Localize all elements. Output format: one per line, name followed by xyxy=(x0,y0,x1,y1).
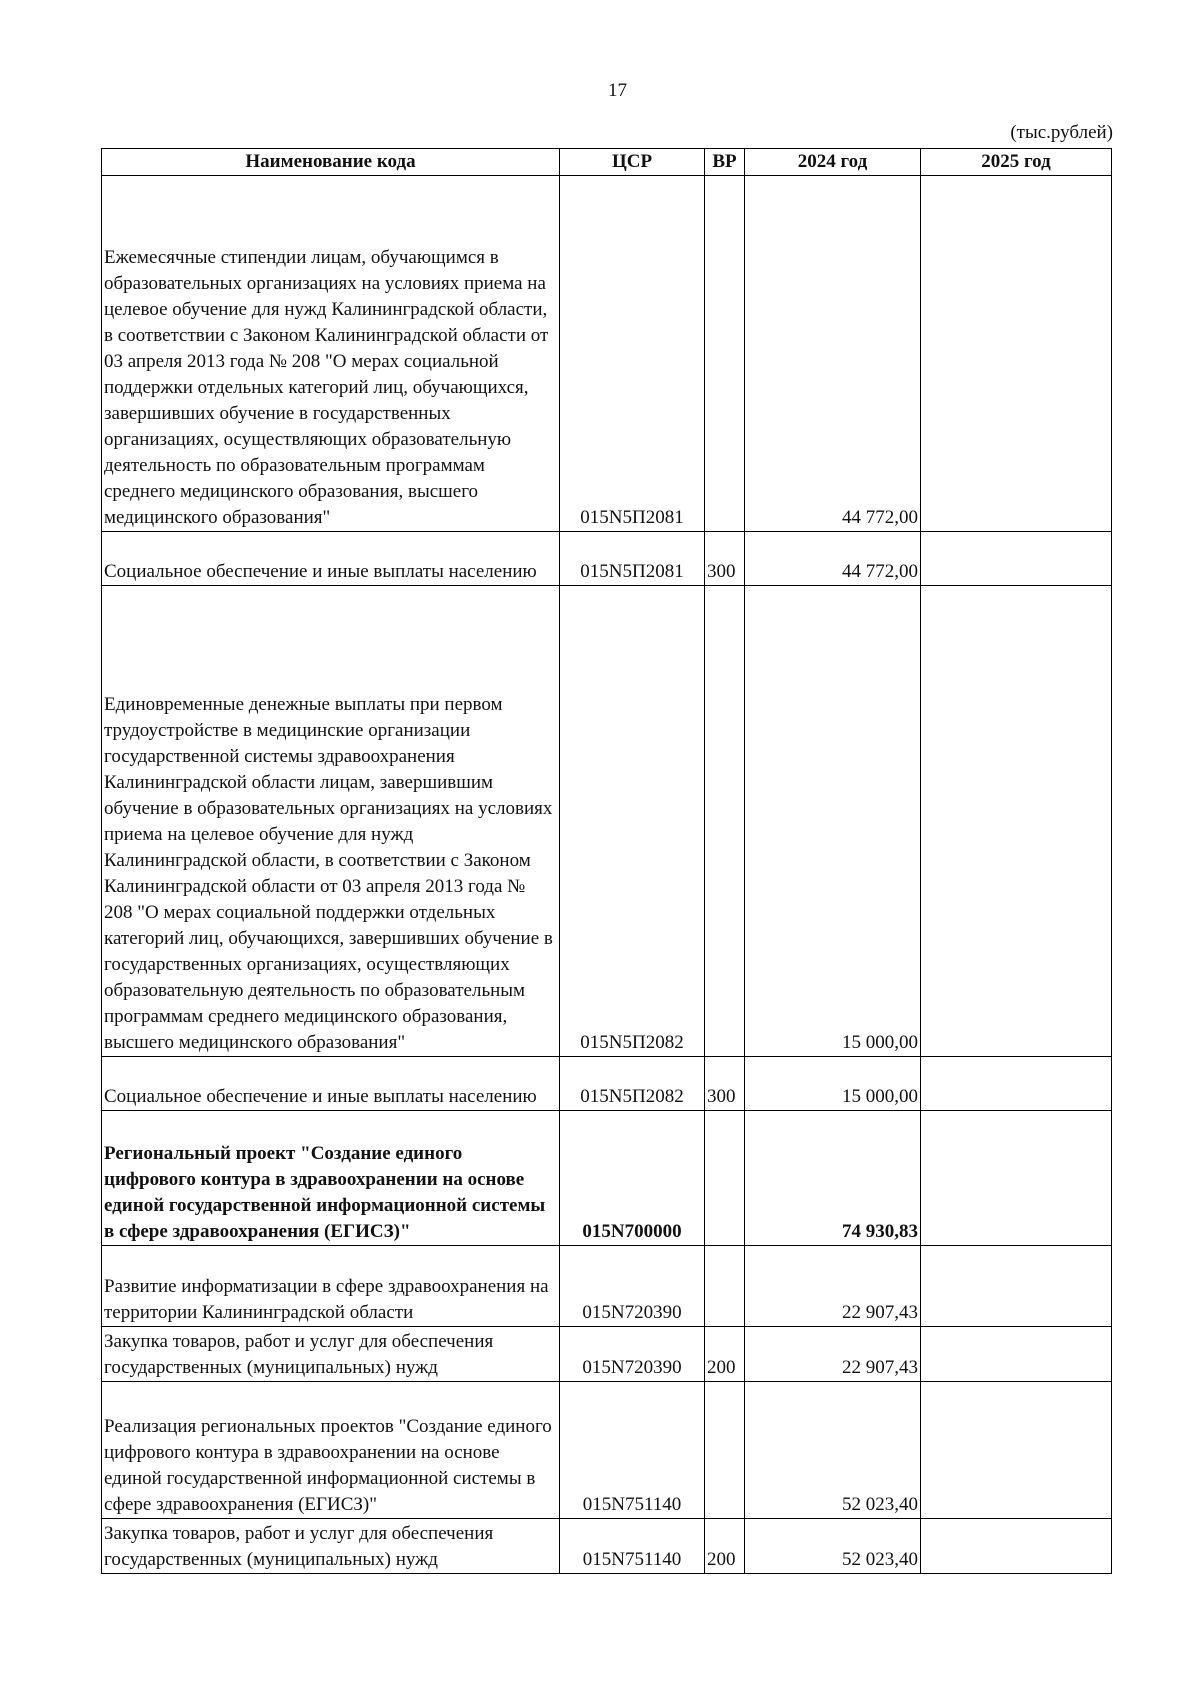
row-2024: 74 930,83 xyxy=(745,1111,921,1246)
row-csr: 015N5П2082 xyxy=(560,1057,705,1111)
row-csr: 015N5П2082 xyxy=(560,586,705,1057)
header-2024: 2024 год xyxy=(745,149,921,176)
row-vr: 300 xyxy=(705,1057,745,1111)
row-csr: 015N5П2081 xyxy=(560,532,705,586)
row-vr xyxy=(705,586,745,1057)
row-2024: 15 000,00 xyxy=(745,1057,921,1111)
row-2025 xyxy=(921,1327,1112,1382)
row-csr: 015N700000 xyxy=(560,1111,705,1246)
row-csr: 015N751140 xyxy=(560,1519,705,1574)
row-name: Единовременные денежные выплаты при первом трудоустройстве в медицинские организации государственной системы здравоохранения Калининградской области лицам, завершившим обучение в образовательных организациях на условиях приема на целевое обучение для нужд Калининградской области, в соответствии с Законом Калининградской области от 03 апреля 2013 года № 208 "О мерах социальной поддержки отдельных категорий лиц, обучающихся, завершивших обучение в государственных организациях, осуществляющих образовательную деятельность по образовательным программам среднего медицинского образования, высшего медицинского образования" xyxy=(102,586,560,1057)
row-name: Социальное обеспечение и иные выплаты населению xyxy=(102,1057,560,1111)
row-2025 xyxy=(921,176,1112,532)
table-row xyxy=(102,586,1112,1057)
row-name: Социальное обеспечение и иные выплаты населению xyxy=(102,532,560,586)
table-row xyxy=(102,532,1112,586)
row-name: Закупка товаров, работ и услуг для обеспечения государственных (муниципальных) нужд xyxy=(102,1327,560,1382)
row-2024: 52 023,40 xyxy=(745,1382,921,1519)
row-vr: 200 xyxy=(705,1327,745,1382)
row-name: Закупка товаров, работ и услуг для обеспечения государственных (муниципальных) нужд xyxy=(102,1519,560,1574)
row-2025 xyxy=(921,586,1112,1057)
row-2024: 22 907,43 xyxy=(745,1246,921,1327)
table-header-row xyxy=(102,149,1112,176)
row-csr: 015N751140 xyxy=(560,1382,705,1519)
row-2024: 22 907,43 xyxy=(745,1327,921,1382)
row-name: Реализация региональных проектов "Создание единого цифрового контура в здравоохранении на основе единой государственной информационной системы в сфере здравоохранения (ЕГИСЗ)" xyxy=(102,1382,560,1519)
row-2024: 44 772,00 xyxy=(745,532,921,586)
table-row xyxy=(102,1246,1112,1327)
row-csr: 015N720390 xyxy=(560,1246,705,1327)
table-row xyxy=(102,176,1112,532)
row-vr: 200 xyxy=(705,1519,745,1574)
row-vr xyxy=(705,1382,745,1519)
page-number: 17 xyxy=(608,80,627,101)
row-2025 xyxy=(921,1057,1112,1111)
table-row xyxy=(102,1057,1112,1111)
row-name: Развитие информатизации в сфере здравоохранения на территории Калининградской области xyxy=(102,1246,560,1327)
row-2025 xyxy=(921,1111,1112,1246)
row-csr: 015N5П2081 xyxy=(560,176,705,532)
units-label: (тыс.рублей) xyxy=(1010,122,1113,143)
row-name: Ежемесячные стипендии лицам, обучающимся в образовательных организациях на условиях приема на целевое обучение для нужд Калининградской области, в соответствии с Законом Калининградской области от 03 апреля 2013 года № 208 "О мерах социальной поддержки отдельных категорий лиц, обучающихся, завершивших обучение в государственных организациях, осуществляющих образовательную деятельность по образовательным программам среднего медицинского образования, высшего медицинского образования" xyxy=(102,176,560,532)
header-name: Наименование кода xyxy=(102,149,560,176)
header-2025: 2025 год xyxy=(921,149,1112,176)
table-row xyxy=(102,1519,1112,1574)
budget-table xyxy=(101,148,1112,1574)
row-vr xyxy=(705,176,745,532)
row-2025 xyxy=(921,1382,1112,1519)
table-row xyxy=(102,1327,1112,1382)
row-vr xyxy=(705,1111,745,1246)
row-2025 xyxy=(921,532,1112,586)
table-row xyxy=(102,1111,1112,1246)
row-2024: 52 023,40 xyxy=(745,1519,921,1574)
row-csr: 015N720390 xyxy=(560,1327,705,1382)
header-csr: ЦСР xyxy=(560,149,705,176)
row-vr xyxy=(705,1246,745,1327)
table-row xyxy=(102,1382,1112,1519)
row-vr: 300 xyxy=(705,532,745,586)
row-name: Региональный проект "Создание единого цифрового контура в здравоохранении на основе единой государственной информационной системы в сфере здравоохранения (ЕГИСЗ)" xyxy=(102,1111,560,1246)
header-vr: ВР xyxy=(705,149,745,176)
row-2024: 44 772,00 xyxy=(745,176,921,532)
row-2025 xyxy=(921,1519,1112,1574)
row-2025 xyxy=(921,1246,1112,1327)
row-2024: 15 000,00 xyxy=(745,586,921,1057)
